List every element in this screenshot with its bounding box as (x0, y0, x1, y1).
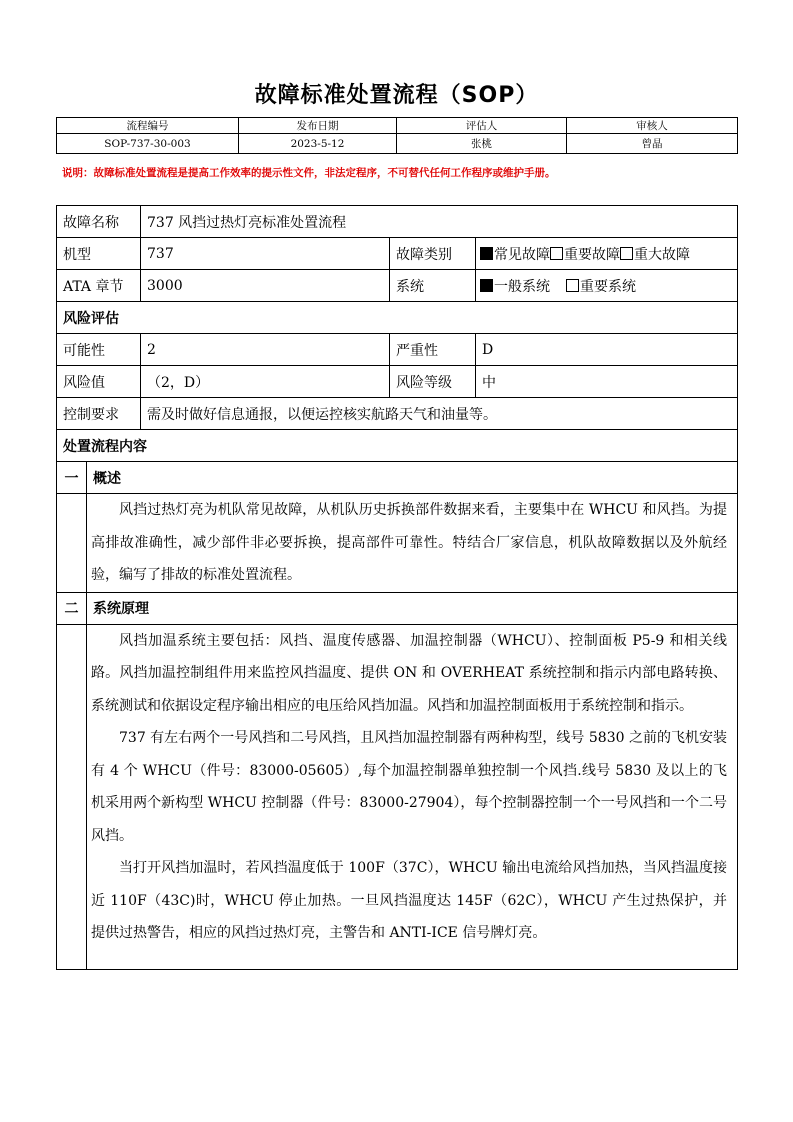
section-overview-body-row (57, 494, 738, 593)
risk-value: （2，D） (141, 366, 390, 398)
section-paragraph: 当打开风挡加温时，若风挡温度低于 100F（37C），WHCU 输出电流给风挡加热，当风挡温度接近 110F（43C)时，WHCU 停止加热。一旦风挡温度达 145F（62C），WHCU 产生过热保护，并提供过热警告，相应的风挡过热灯亮，主警告和 ANTI-ICE 信号牌灯亮。 (91, 860, 728, 941)
unchecked-box-icon (550, 247, 563, 260)
possibility-row (57, 334, 738, 366)
system-option-general: 一般系统 (494, 278, 550, 295)
ata-label: ATA 章节 (57, 270, 141, 302)
fault-name-value: 737 风挡过热灯亮标准处置流程 (141, 206, 738, 238)
model-value: 737 (141, 238, 390, 270)
risk-value-row (57, 366, 738, 398)
risk-level-label: 风险等级 (390, 366, 476, 398)
fault-name-label: 故障名称 (57, 206, 141, 238)
ata-value: 3000 (141, 270, 390, 302)
meta-header-publish-date: 发布日期 (239, 118, 397, 134)
control-row (57, 398, 738, 430)
system-option-important: 重要系统 (580, 278, 636, 295)
possibility-value: 2 (141, 334, 390, 366)
sop-main-table (56, 205, 738, 970)
section-body (87, 624, 738, 969)
risk-heading: 风险评估 (57, 302, 738, 334)
section-title: 概述 (87, 462, 738, 494)
control-value: 需及时做好信息通报，以便运控核实航路天气和油量等。 (141, 398, 738, 430)
section-body (87, 494, 738, 593)
unchecked-box-icon (620, 247, 633, 260)
ata-row (57, 270, 738, 302)
fault-name-row (57, 206, 738, 238)
section-overview-heading-row (57, 462, 738, 494)
disclaimer-note: 说明：故障标准处置流程是提高工作效率的提示性文件，非法定程序，不可替代任何工作程序或维护手册。 (62, 167, 556, 179)
section-index: 二 (57, 592, 87, 624)
content-heading: 处置流程内容 (57, 430, 738, 462)
meta-process-id: SOP-737-30-003 (57, 134, 239, 154)
meta-header-row (57, 118, 738, 134)
category-options (476, 238, 738, 270)
model-label: 机型 (57, 238, 141, 270)
section-title: 系统原理 (87, 592, 738, 624)
meta-evaluator: 张桃 (397, 134, 567, 154)
system-label: 系统 (390, 270, 476, 302)
risk-heading-row (57, 302, 738, 334)
meta-header-reviewer: 审核人 (567, 118, 738, 134)
risk-level-value: 中 (476, 366, 738, 398)
section-index: 一 (57, 462, 87, 494)
checked-box-icon (480, 247, 493, 260)
control-label: 控制要求 (57, 398, 141, 430)
meta-value-row (57, 134, 738, 154)
unchecked-box-icon (566, 279, 579, 292)
document-title: 故障标准处置流程（SOP） (254, 83, 539, 108)
content-heading-row (57, 430, 738, 462)
checked-box-icon (480, 279, 493, 292)
section-principle-heading-row (57, 592, 738, 624)
possibility-label: 可能性 (57, 334, 141, 366)
category-option-common: 常见故障 (494, 246, 550, 263)
risk-value-label: 风险值 (57, 366, 141, 398)
severity-value: D (476, 334, 738, 366)
severity-label: 严重性 (390, 334, 476, 366)
model-row (57, 238, 738, 270)
category-option-important: 重要故障 (564, 246, 620, 263)
meta-table (56, 117, 738, 154)
meta-reviewer: 曾晶 (567, 134, 738, 154)
category-option-major: 重大故障 (634, 246, 690, 263)
section-principle-body-row (57, 624, 738, 969)
category-label: 故障类别 (390, 238, 476, 270)
meta-publish-date: 2023-5-12 (239, 134, 397, 154)
system-options (476, 270, 738, 302)
section-paragraph: 风挡过热灯亮为机队常见故障，从机队历史拆换部件数据来看，主要集中在 WHCU 和风挡。为提高排故准确性，减少部件非必要拆换，提高部件可靠性。特结合厂家信息，机队故障数据以及外航经验，编写了排故的标准处置流程。 (91, 502, 728, 583)
meta-header-process-id: 流程编号 (57, 118, 239, 134)
meta-header-evaluator: 评估人 (397, 118, 567, 134)
section-paragraph: 风挡加温系统主要包括：风挡、温度传感器、加温控制器（WHCU）、控制面板 P5-9 和相关线路。风挡加温控制组件用来监控风挡温度、提供 ON 和 OVERHEAT 系统控制和指示内部电路转换、系统测试和依据设定程序输出相应的电压给风挡加温。风挡和加温控制面板用于系统控制和指示。 (91, 632, 728, 714)
section-paragraph: 737 有左右两个一号风挡和二号风挡，且风挡加温控制器有两种构型，线号 5830 之前的飞机安装有 4 个 WHCU（件号：83000-05605）,每个加温控制器单独控制一个风挡.线号 5830 及以上的飞机采用两个新构型 WHCU 控制器（件号：83000-27904），每个控制器控制一个一号风挡和一个二号风挡。 (91, 730, 728, 844)
